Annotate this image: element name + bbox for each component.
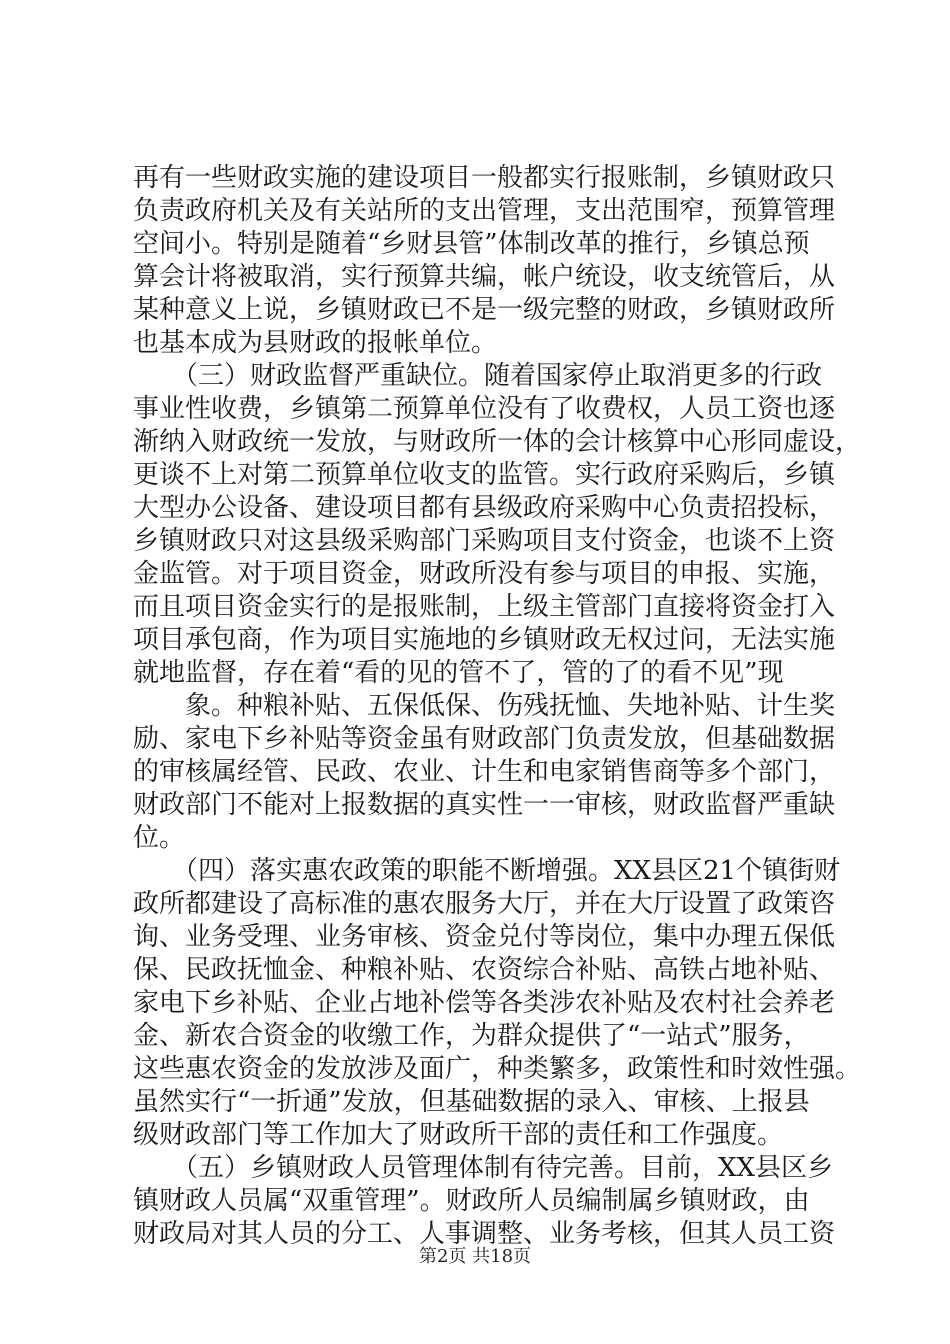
text-line: 事业性收费，乡镇第二预算单位没有了收费权，人员工资也逐	[133, 394, 836, 424]
text-line: 就地监督，存在着“看的见的管不了，管的了的看不见”现	[133, 658, 784, 688]
text-line: 虽然实行“一折通”发放，但基础数据的录入、审核、上报县	[133, 1087, 810, 1117]
text-line: 的审核属经管、民政、农业、计生和电家销售商等多个部门，	[133, 757, 836, 787]
text-line: （三）财政监督严重缺位。随着国家停止取消更多的行政	[133, 361, 823, 391]
text-line: （五）乡镇财政人员管理体制有待完善。目前，XX县区乡	[133, 1153, 834, 1183]
text-line: 保、民政抚恤金、种粮补贴、农资综合补贴、高铁占地补贴、	[133, 955, 836, 985]
text-line: 大型办公设备、建设项目都有县级政府采购中心负责招投标，	[133, 493, 836, 523]
body-text	[133, 162, 862, 1251]
text-line: 算会计将被取消，实行预算共编，帐户统设，收支统管后，从	[133, 262, 836, 292]
page-number: 第2页 共18页	[418, 1246, 532, 1267]
text-line: 级财政部门等工作加大了财政所干部的责任和工作强度。	[133, 1120, 784, 1150]
text-line: 再有一些财政实施的建设项目一般都实行报账制，乡镇财政只	[133, 163, 836, 193]
text-line: 乡镇财政只对这县级采购部门采购项目支付资金，也谈不上资	[133, 526, 836, 556]
text-line: 励、家电下乡补贴等资金虽有财政部门负责发放，但基础数据	[133, 724, 836, 754]
text-line: 财政部门不能对上报数据的真实性一一审核，财政监督严重缺	[133, 790, 836, 820]
text-line: 某种意义上说，乡镇财政已不是一级完整的财政，乡镇财政所	[133, 295, 836, 325]
text-line: 政所都建设了高标准的惠农服务大厅，并在大厅设置了政策咨	[133, 889, 836, 919]
text-line: 询、业务受理、业务审核、资金兑付等岗位，集中办理五保低	[133, 922, 836, 952]
text-line: 位。	[133, 823, 186, 853]
text-line: （四）落实惠农政策的职能不断增强。XX县区21个镇街财	[133, 856, 841, 886]
text-line: 也基本成为县财政的报帐单位。	[133, 328, 498, 358]
text-line: 负责政府机关及有关站所的支出管理，支出范围窄，预算管理	[133, 196, 836, 226]
text-line: 财政局对其人员的分工、人事调整、业务考核，但其人员工资	[133, 1219, 836, 1249]
text-line: 项目承包商，作为项目实施地的乡镇财政无权过问，无法实施	[133, 625, 836, 655]
page-footer	[0, 1245, 950, 1269]
text-line: 更谈不上对第二预算单位收支的监管。实行政府采购后，乡镇	[133, 460, 836, 490]
text-line: 镇财政人员属“双重管理”。财政所人员编制属乡镇财政，由	[133, 1186, 810, 1216]
text-line: 金、新农合资金的收缴工作，为群众提供了“一站式”服务，	[133, 1021, 810, 1051]
text-line: 象。种粮补贴、五保低保、伤残抚恤、失地补贴、计生奖	[133, 691, 836, 721]
text-line: 这些惠农资金的发放涉及面广，种类繁多，政策性和时效性强。	[133, 1054, 862, 1084]
text-line: 渐纳入财政统一发放，与财政所一体的会计核算中心形同虚设，	[133, 427, 862, 457]
text-line: 而且项目资金实行的是报账制，上级主管部门直接将资金打入	[133, 592, 836, 622]
text-line: 家电下乡补贴、企业占地补偿等各类涉农补贴及农村社会养老	[133, 988, 836, 1018]
text-line: 金监管。对于项目资金，财政所没有参与项目的申报、实施，	[133, 559, 836, 589]
text-line: 空间小。特别是随着“乡财县管”体制改革的推行，乡镇总预	[133, 229, 810, 259]
